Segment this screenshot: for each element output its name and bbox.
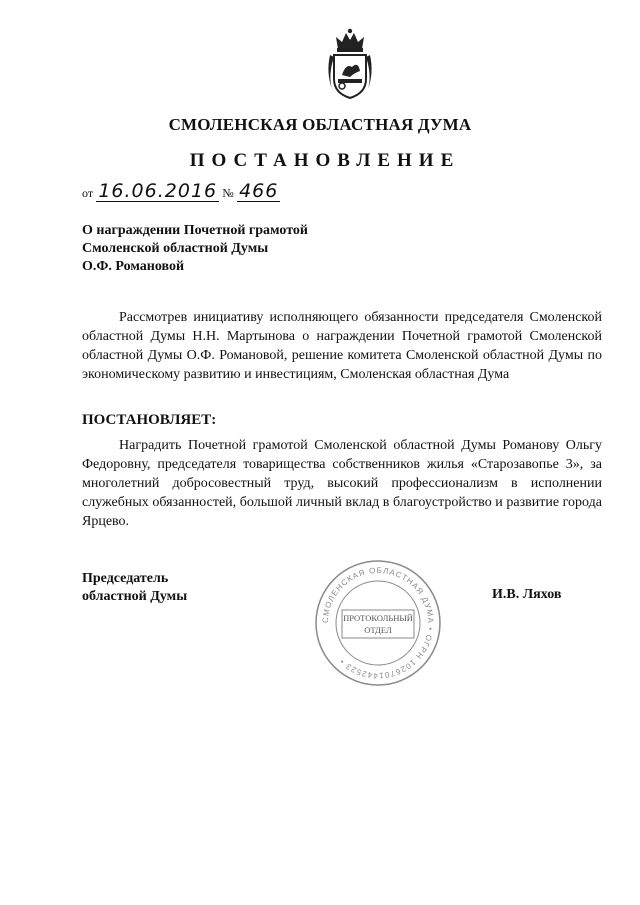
preamble-paragraph: Рассмотрев инициативу исполняющего обязанности председателя Смоленской областной Думы Н.Н. Мартынова о награждении Почетной грамотой Смоленской областной Думы О.Ф. Романовой, решение комитета Смоленской областной Думы по экономическому развитию и инвестициям, Смоленская областная Дума (82, 310, 602, 382)
coat-of-arms-icon (322, 27, 378, 101)
subject-line: Смоленской областной Думы (82, 241, 269, 256)
position-line: Председатель (82, 571, 169, 586)
stamp-outer-text: СМОЛЕНСКАЯ ОБЛАСТНАЯ ДУМА • ОГРН 1026701442523 • (320, 565, 436, 681)
signatory-name: И.В. Ляхов (492, 587, 562, 602)
signatory-position (82, 570, 187, 606)
document-number: 466 (239, 180, 279, 202)
document-type: ПОСТАНОВЛЕНИЕ (189, 150, 461, 171)
subject-line: О награждении Почетной грамотой (82, 223, 308, 238)
number-prefix: № (222, 186, 234, 200)
stamp-inner-line: ОТДЕЛ (364, 625, 392, 635)
subject-line: О.Ф. Романовой (82, 259, 185, 274)
date-prefix: от (82, 186, 94, 200)
decree-heading: ПОСТАНОВЛЯЕТ: (82, 412, 217, 428)
document-date: 16.06.2016 (98, 180, 218, 202)
document-number-line (82, 181, 280, 202)
stamp-inner-line: ПРОТОКОЛЬНЫЙ (343, 613, 413, 623)
document-subject (82, 222, 308, 276)
organization-name: СМОЛЕНСКАЯ ОБЛАСТНАЯ ДУМА (168, 115, 472, 134)
decision-paragraph: Наградить Почетной грамотой Смоленской областной Думы Романову Ольгу Федоровну, председателя товарищества собственников жилья «Старозавопье 3», за многолетний добросовестный труд, высокий профессионализм в исполнении служебных обязанностей, большой личный вклад в благоустройство и развитие города Ярцево. (82, 438, 602, 529)
position-line: областной Думы (82, 589, 188, 604)
official-stamp (313, 558, 443, 688)
